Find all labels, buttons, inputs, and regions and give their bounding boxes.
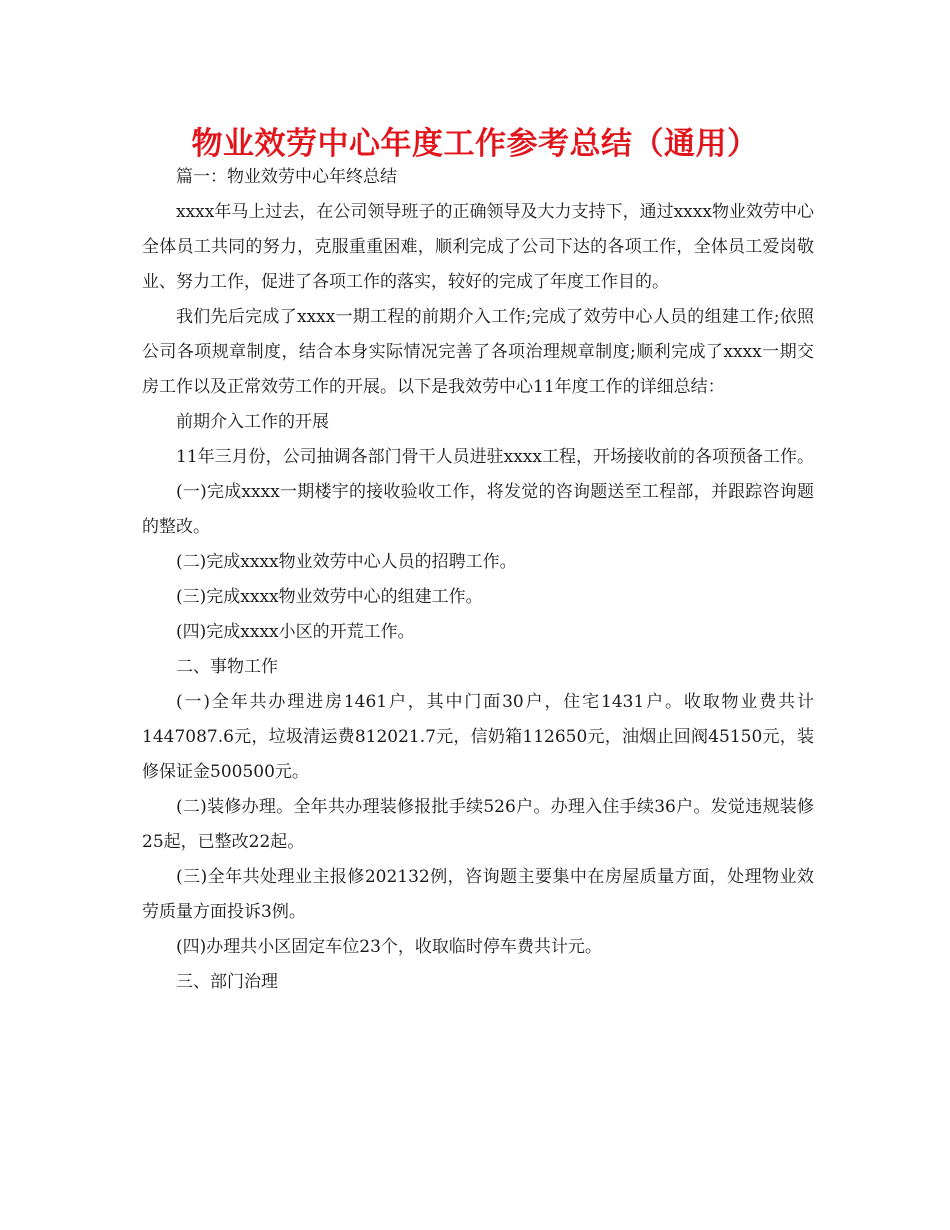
document-title: 物业效劳中心年度工作参考总结（通用） [191,126,759,162]
list-item-affairs-4: (四)办理共小区固定车位23个，收取临时停车费共计元。 [176,937,602,957]
list-item-affairs-1: (一)全年共办理进房1461户，其中门面30户，住宅1431户。收取物业费共计1447087.6元，垃圾清运费812021.7元，信奶箱112650元，油烟止回阀45150元，装修保证金500500元。 [142,692,814,782]
section-heading-department: 三、部门治理 [176,972,278,992]
list-item-early-3: (三)完成xxxx物业效劳中心的组建工作。 [176,587,483,607]
list-item-affairs-3: (三)全年共处理业主报修202132例，咨询题主要集中在房屋质量方面，处理物业效劳质量方面投诉3例。 [142,867,814,922]
list-item-early-4: (四)完成xxxx小区的开荒工作。 [176,622,415,642]
list-item-affairs-2: (二)装修办理。全年共办理装修报批手续526户。办理入住手续36户。发觉违规装修25起，已整改22起。 [142,797,814,852]
list-item-early-1: (一)完成xxxx一期楼宇的接收验收工作，将发觉的咨询题送至工程部，并跟踪咨询题的整改。 [142,482,814,537]
document-body [142,160,814,1000]
section-heading-affairs: 二、事物工作 [176,657,278,677]
paragraph-early-work: 11年三月份，公司抽调各部门骨干人员进驻xxxx工程，开场接收前的各项预备工作。 [176,447,814,467]
list-item-early-2: (二)完成xxxx物业效劳中心人员的招聘工作。 [176,552,517,572]
section-heading-part-one: 篇一：物业效劳中心年终总结 [176,167,397,187]
paragraph-summary: 我们先后完成了xxxx一期工程的前期介入工作;完成了效劳中心人员的组建工作;依照公司各项规章制度，结合本身实际情况完善了各项治理规章制度;顺利完成了xxxx一期交房工作以及正常效劳工作的开展。以下是我效劳中心11年度工作的详细总结： [142,307,814,397]
paragraph-intro: xxxx年马上过去，在公司领导班子的正确领导及大力支持下，通过xxxx物业效劳中心全体员工共同的努力，克服重重困难，顺利完成了公司下达的各项工作，全体员工爱岗敬业、努力工作，促进了各项工作的落实，较好的完成了年度工作目的。 [142,202,814,292]
section-heading-early-work: 前期介入工作的开展 [176,412,329,432]
